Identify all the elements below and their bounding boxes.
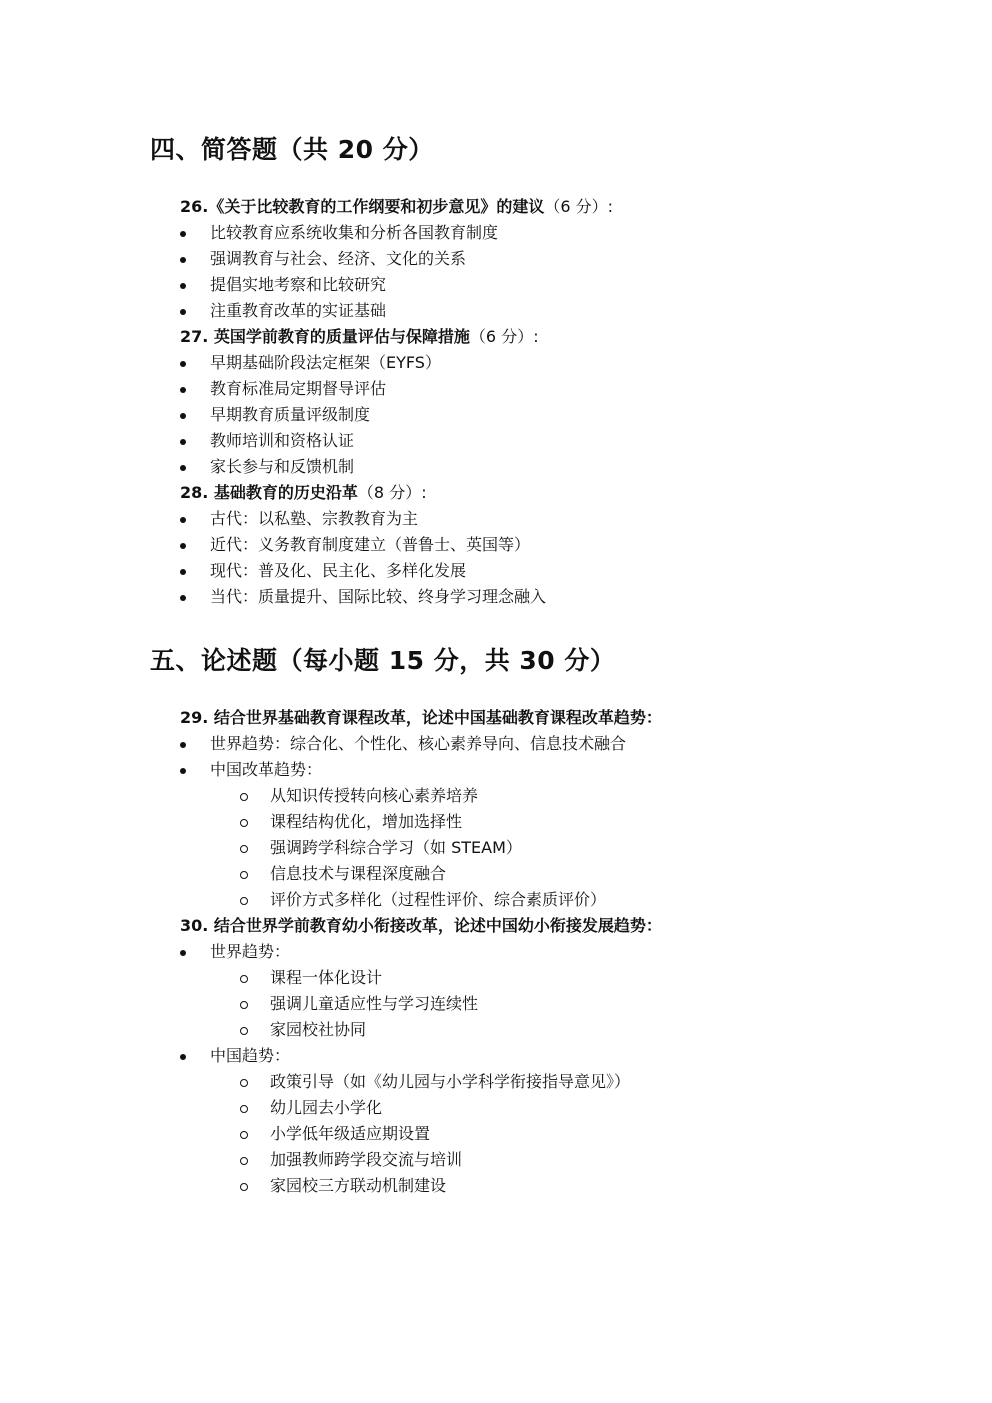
bullet-icon: [180, 231, 186, 237]
question-score: （6 分）:: [544, 197, 614, 216]
bullet-icon: [180, 595, 186, 601]
question-title: 30. 结合世界学前教育幼小衔接改革，论述中国幼小衔接发展趋势：: [180, 916, 662, 935]
bullet-icon: [180, 517, 186, 523]
question-29: [180, 708, 662, 728]
circle-bullet-icon: [240, 793, 248, 801]
circle-bullet-icon: [240, 1079, 248, 1087]
question-title: 28. 基础教育的历史沿革: [180, 483, 358, 502]
document-page: 四、简答题（共 20 分） 26.《关于比较教育的工作纲要和初步意见》的建议（6 分）: 比较教育应系统收集和分析各国教育制度 强调教育与社会、经济、文化的关系 提倡实地考察和比较研究 注重教育改革的实证基础 27. 英国学前教育的质量评估与保障措施（6 分）: 早期基础阶段法定框架（EYFS） 教育标准局定期督导评估 早期教育质量评级制度 教师培训和资格认证 家长参与和反馈机制 28. 基础教育的历史沿革（8 分）: 古代：以私塾、宗教教育为主 近代：义务教育制度建立（普鲁士、英国等） 现代：普及化、民主化、多样化发展 当代：质量提升、国际比较、终身学习理念融入 五、论述题（每小题 15 分，共 30 分） 29. 结合世界基础教育课程改革，论述中国基础教育课程改革趋势： 世界趋势：综合化、个性化、核心素养导向、信息技术融合 中国改革趋势： 从知识传授转向核心素养培养 课程结构优化，增加选择性 强调跨学科综合学习（如 STEAM） 信息技术与课程深度融合 评价方式多样化（过程性评价、综合素质评价） 30. 结合世界学前教育幼小衔接改革，论述中国幼小衔接发展趋势： 世界趋势： 课程一体化设计 强调儿童适应性与学习连续性 家园校社协同 中国趋势： 政策引导（如《幼儿园与小学科学衔接指导意见》） 幼儿园去小学化 小学低年级适应期设置 加强教师跨学段交流与培训 家园校三方联动机制建设: [0, 0, 992, 1403]
circle-bullet-icon: [240, 1183, 248, 1191]
circle-bullet-icon: [240, 897, 248, 905]
circle-bullet-icon: [240, 1027, 248, 1035]
circle-bullet-icon: [240, 871, 248, 879]
question-27: [180, 327, 539, 347]
bullet-icon: [180, 543, 186, 549]
bullet-icon: [180, 950, 186, 956]
circle-bullet-icon: [240, 1001, 248, 1009]
bullet-icon: [180, 387, 186, 393]
question-title: 27. 英国学前教育的质量评估与保障措施: [180, 327, 470, 346]
question-score: （8 分）:: [357, 483, 427, 502]
bullet-icon: [180, 309, 186, 315]
bullet-icon: [180, 768, 186, 774]
bullet-icon: [180, 742, 186, 748]
bullet-icon: [180, 283, 186, 289]
circle-bullet-icon: [240, 975, 248, 983]
circle-bullet-icon: [240, 1105, 248, 1113]
question-28: [180, 483, 427, 503]
bullet-icon: [180, 413, 186, 419]
circle-bullet-icon: [240, 845, 248, 853]
bullet-icon: [180, 1054, 186, 1060]
circle-bullet-icon: [240, 1157, 248, 1165]
bullet-icon: [180, 569, 186, 575]
question-title: 26.《关于比较教育的工作纲要和初步意见》的建议: [180, 197, 545, 216]
bullet-icon: [180, 465, 186, 471]
bullet-icon: [180, 361, 186, 367]
question-30: [180, 916, 662, 936]
section-heading-essay: 五、论述题（每小题 15 分，共 30 分）: [150, 646, 616, 675]
bullet-icon: [180, 257, 186, 263]
section-heading-short-answer: 四、简答题（共 20 分）: [150, 135, 434, 164]
question-26: [180, 197, 613, 217]
question-score: （6 分）:: [469, 327, 539, 346]
question-title: 29. 结合世界基础教育课程改革，论述中国基础教育课程改革趋势：: [180, 708, 662, 727]
bullet-icon: [180, 439, 186, 445]
circle-bullet-icon: [240, 819, 248, 827]
circle-bullet-icon: [240, 1131, 248, 1139]
